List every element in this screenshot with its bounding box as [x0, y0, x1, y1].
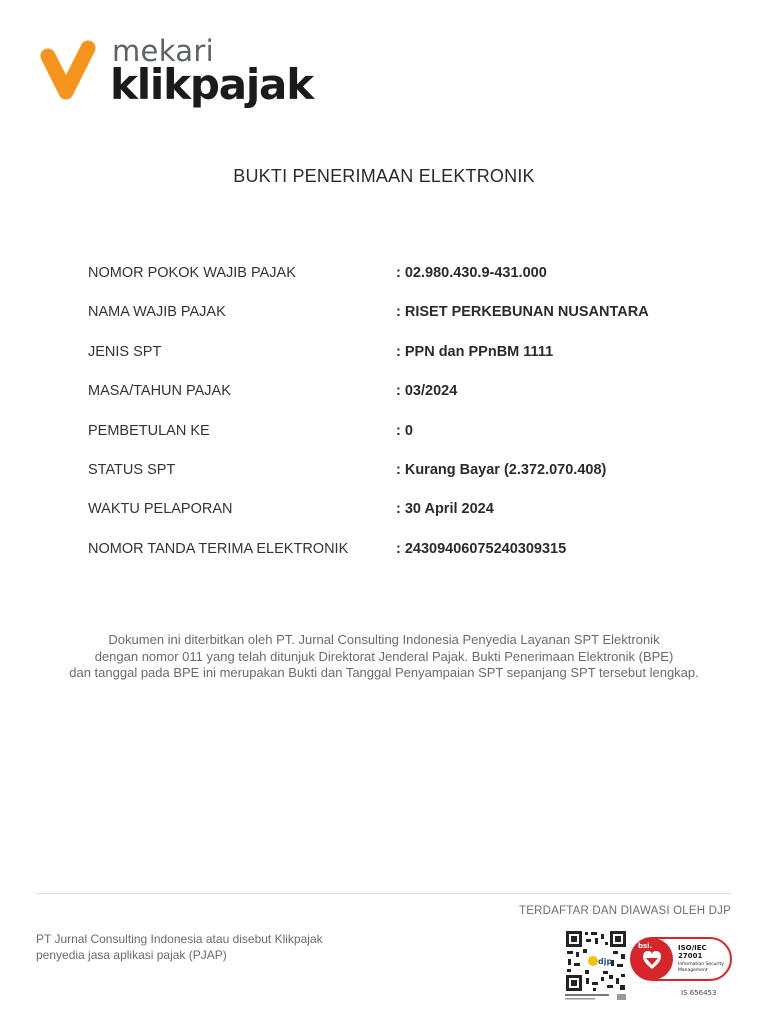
field-label: WAKTU PELAPORAN: [88, 501, 233, 518]
receipt-fields: [88, 262, 728, 577]
field-value: : PPN dan PPnBM 1111: [396, 343, 554, 360]
field-label: MASA/TAHUN PAJAK: [88, 383, 231, 400]
field-row: [88, 459, 728, 498]
field-row: [88, 341, 728, 380]
field-value: : RISET PERKEBUNAN NUSANTARA: [396, 304, 649, 321]
field-label: NOMOR POKOK WAJIB PAJAK: [88, 265, 296, 281]
bsi-standard-text: ISO/IEC: [678, 944, 707, 952]
field-value: : 02.980.430.9-431.000: [396, 265, 547, 281]
brand-mekari: mekari: [112, 34, 214, 68]
footer-divider: [36, 893, 731, 894]
klikpajak-logo: [38, 34, 328, 114]
field-row: [88, 498, 728, 537]
field-label: NOMOR TANDA TERIMA ELEKTRONIK: [88, 540, 349, 557]
field-row: [88, 262, 728, 301]
field-label: PEMBETULAN KE: [88, 422, 210, 439]
field-row: [88, 380, 728, 419]
field-label: NAMA WAJIB PAJAK: [88, 304, 226, 321]
company-line: penyedia jasa aplikasi pajak (PJAP): [36, 948, 227, 962]
field-value: : 30 April 2024: [396, 501, 494, 518]
field-value: : 24309406075240309315: [396, 540, 567, 557]
company-info: [36, 931, 323, 963]
bsi-name-text: bsi.: [638, 942, 653, 950]
field-label: JENIS SPT: [88, 343, 162, 360]
field-row: [88, 420, 728, 459]
field-label: STATUS SPT: [88, 461, 176, 478]
checkmark-logo-icon: [38, 38, 96, 102]
bsi-desc-text: Management: [678, 968, 708, 973]
field-value: : 0: [396, 422, 413, 439]
djp-badge-text: djp: [598, 957, 613, 966]
registered-label: TERDAFTAR DAN DIAWASI OLEH DJP: [519, 905, 731, 917]
note-line: dan tanggal pada BPE ini merupakan Bukti dan Tanggal Penyampaian SPT sepanjang SPT tersebut lengkap.: [69, 665, 699, 680]
bsi-cert-number: IS 656453: [681, 989, 717, 997]
djp-qr-code: [565, 930, 627, 1002]
bsi-desc-text: Information Security: [678, 962, 724, 967]
bsi-badge-graphic: [630, 937, 734, 999]
bsi-number-text: 27001: [678, 952, 703, 960]
field-value: : Kurang Bayar (2.372.070.408): [396, 461, 607, 478]
field-row: [88, 538, 728, 577]
bsi-certification-badge: [630, 937, 734, 999]
document-title: BUKTI PENERIMAAN ELEKTRONIK: [233, 166, 535, 186]
disclaimer-note: [0, 632, 768, 682]
brand-klikpajak: klikpajak: [110, 60, 313, 109]
company-line: PT Jurnal Consulting Indonesia atau disebut Klikpajak: [36, 932, 323, 946]
note-line: Dokumen ini diterbitkan oleh PT. Jurnal Consulting Indonesia Penyedia Layanan SPT Elektronik: [108, 632, 660, 647]
field-value: : 03/2024: [396, 383, 458, 400]
field-row: [88, 301, 728, 340]
note-line: dengan nomor 011 yang telah ditunjuk Direktorat Jenderal Pajak. Bukti Penerimaan Elektronik (BPE): [94, 648, 674, 664]
